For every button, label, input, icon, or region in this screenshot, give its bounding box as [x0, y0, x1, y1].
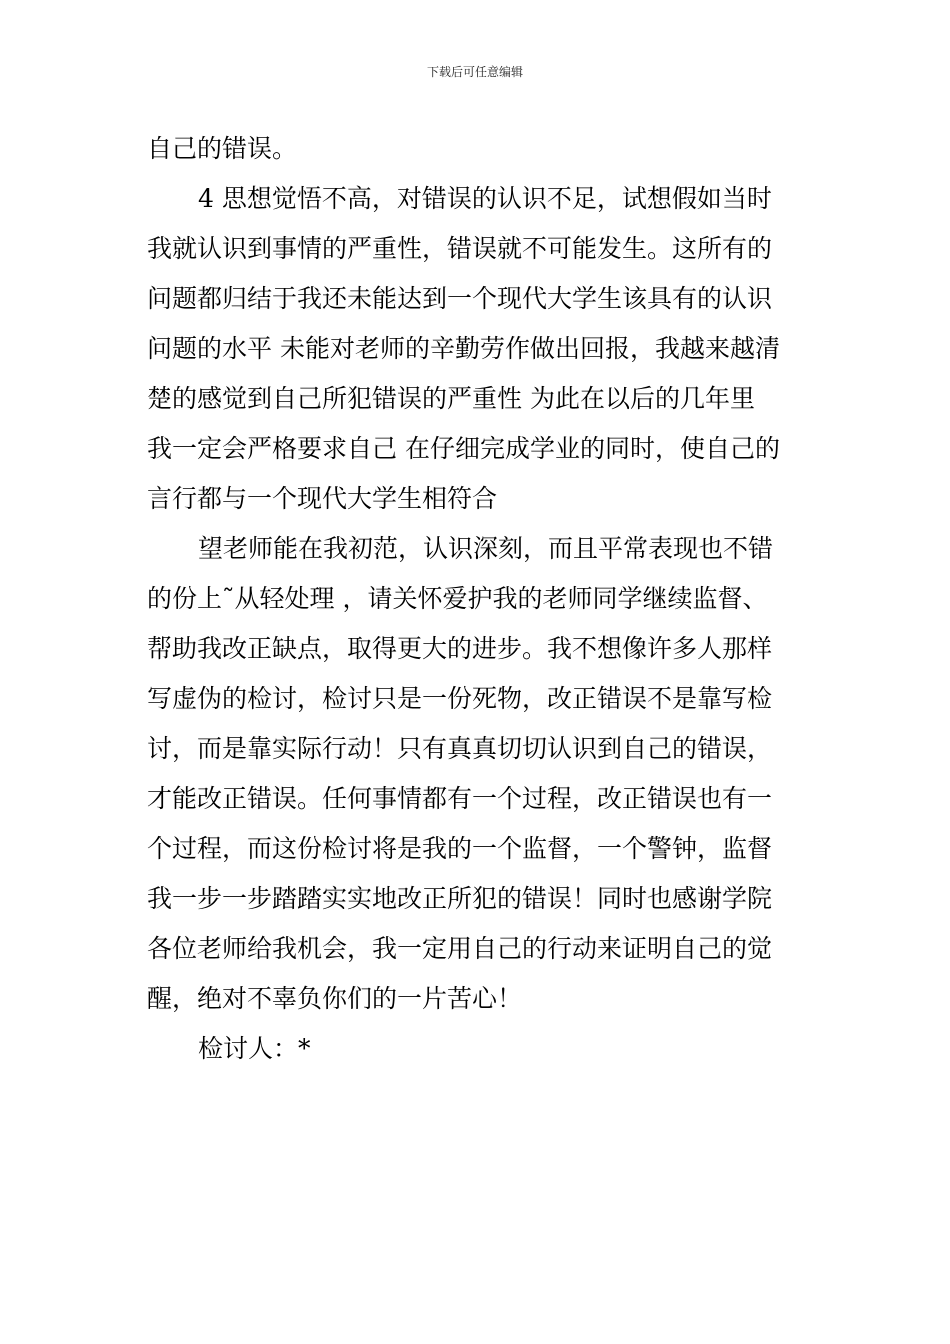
text-line: 写虚伪的检讨，检讨只是一份死物，改正错误不是靠写检 — [147, 684, 773, 713]
page-header: 下载后可任意编辑 — [426, 65, 523, 79]
text-line: 各位老师给我机会，我一定用自己的行动来证明自己的觉 — [147, 934, 773, 963]
text-line: 4 思想觉悟不高，对错误的认识不足，试想假如当时 — [198, 184, 772, 213]
text-line: 帮助我改正缺点，取得更大的进步。我不想像许多人那样 — [147, 634, 773, 663]
text-line: 的份上˜从轻处理 ，请关怀爱护我的老师同学继续监督、 — [147, 584, 768, 613]
text-line: 醒，绝对不辜负你们的一片苦心！ — [147, 984, 523, 1013]
text-line: 我一步一步踏踏实实地改正所犯的错误！同时也感谢学院 — [147, 884, 773, 913]
text-line: 问题都归结于我还未能达到一个现代大学生该具有的认识 — [147, 284, 773, 313]
text-line: 讨，而是靠实际行动！只有真真切切认识到自己的错误， — [147, 734, 773, 763]
text-line: 才能改正错误。任何事情都有一个过程，改正错误也有一 — [147, 784, 773, 813]
text-line: 言行都与一个现代大学生相符合 — [147, 484, 498, 513]
signature-line: 检讨人：* — [198, 1034, 311, 1063]
text-line: 我就认识到事情的严重性，错误就不可能发生。这所有的 — [147, 234, 773, 263]
text-line: 楚的感觉到自己所犯错误的严重性 为此在以后的几年里 — [147, 384, 755, 413]
document-body — [147, 124, 807, 1074]
text-line: 问题的水平 未能对老师的辛勤劳作做出回报，我越来越清 — [147, 334, 780, 363]
text-line: 我一定会严格要求自己 在仔细完成学业的同时，使自己的 — [147, 434, 780, 463]
text-line: 个过程，而这份检讨将是我的一个监督，一个警钟，监督 — [147, 834, 773, 863]
text-line: 自己的错误。 — [147, 134, 298, 163]
text-line: 望老师能在我初范，认识深刻，而且平常表现也不错 — [198, 534, 774, 563]
